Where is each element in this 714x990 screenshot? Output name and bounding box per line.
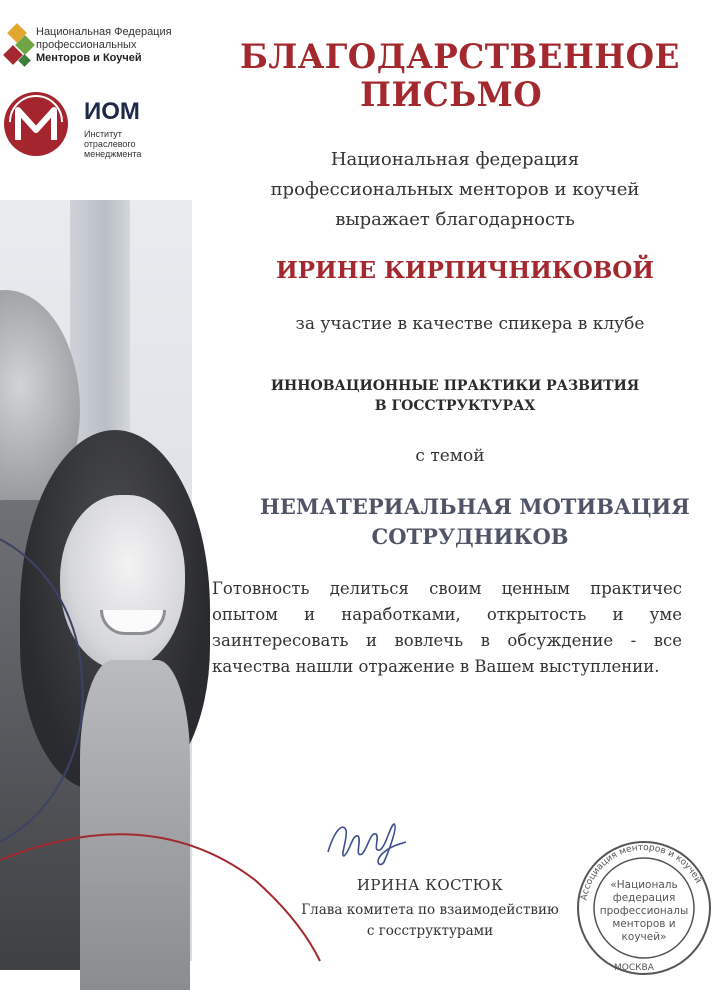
club-name xyxy=(260,376,650,416)
intro-line1: Национальная федерация xyxy=(330,149,580,170)
stamp-line4: менторов и xyxy=(612,918,676,930)
intro-text xyxy=(240,145,670,235)
institute-name: ИОМ xyxy=(84,98,140,125)
signer-role-line2: с госструктурами xyxy=(366,923,494,939)
institute-line1: Институт xyxy=(84,129,122,139)
federation-logo-line2: профессиональных xyxy=(36,39,137,51)
blue-arc xyxy=(0,525,83,850)
institute-logo-emblem xyxy=(4,92,68,156)
stamp-ring-text: Ассоциация менторов и коучей xyxy=(579,842,703,902)
participation-text: за участие в качестве спикера в клубе xyxy=(295,314,645,334)
institute-subtitle xyxy=(84,129,141,159)
intro-line2: профессиональных менторов и коучей xyxy=(270,179,640,200)
stamp-line2: федерация xyxy=(612,892,676,904)
theme-line2: СОТРУДНИКОВ xyxy=(371,524,569,549)
institute-logo xyxy=(4,92,184,164)
federation-logo-line3: Менторов и Коучей xyxy=(36,52,142,64)
institute-line2: отраслевого xyxy=(84,139,136,149)
body-line1: Готовность делиться своим ценным практичес xyxy=(212,579,682,598)
gratitude-body xyxy=(212,576,682,680)
letter-title xyxy=(240,37,680,115)
federation-logo xyxy=(4,20,184,75)
stamp-line1: «Националь xyxy=(610,879,678,891)
theme-title xyxy=(260,492,690,552)
stamp-city: МОСКВА xyxy=(614,963,654,973)
stamp-line3: профессионалы xyxy=(599,905,689,917)
body-line4: качества нашли отражение в Вашем выступлении. xyxy=(212,657,660,676)
theme-line1: НЕМАТЕРИАЛЬНАЯ МОТИВАЦИЯ xyxy=(260,494,690,519)
institute-line3: менеджмента xyxy=(84,149,142,159)
intro-line3: выражает благодарность xyxy=(335,209,575,230)
organization-stamp xyxy=(574,838,714,978)
federation-logo-text xyxy=(36,26,172,65)
stamp-line5: коучей» xyxy=(621,931,667,943)
club-line1: ИННОВАЦИОННЫЕ ПРАКТИКИ РАЗВИТИЯ xyxy=(270,378,640,394)
recipient-name: ИРИНЕ КИРПИЧНИКОВОЙ xyxy=(275,257,655,284)
body-line3: заинтересовать и вовлечь в обсуждение - все xyxy=(212,631,682,650)
signer-role-line1: Глава комитета по взаимодействию xyxy=(301,902,559,918)
body-line2: опытом и наработками, открытость и уме xyxy=(212,605,682,624)
institute-m-icon xyxy=(4,92,68,156)
title-line1: БЛАГОДАРСТВЕННОЕ xyxy=(240,37,680,77)
title-line2: ПИСЬМО xyxy=(360,75,543,115)
signer-name: ИРИНА КОСТЮК xyxy=(356,876,504,894)
signature-image xyxy=(320,812,410,872)
theme-label: с темой xyxy=(415,446,485,466)
federation-logo-line1: Национальная Федерация xyxy=(36,26,172,38)
club-line2: В ГОССТРУКТУРАХ xyxy=(374,398,536,414)
